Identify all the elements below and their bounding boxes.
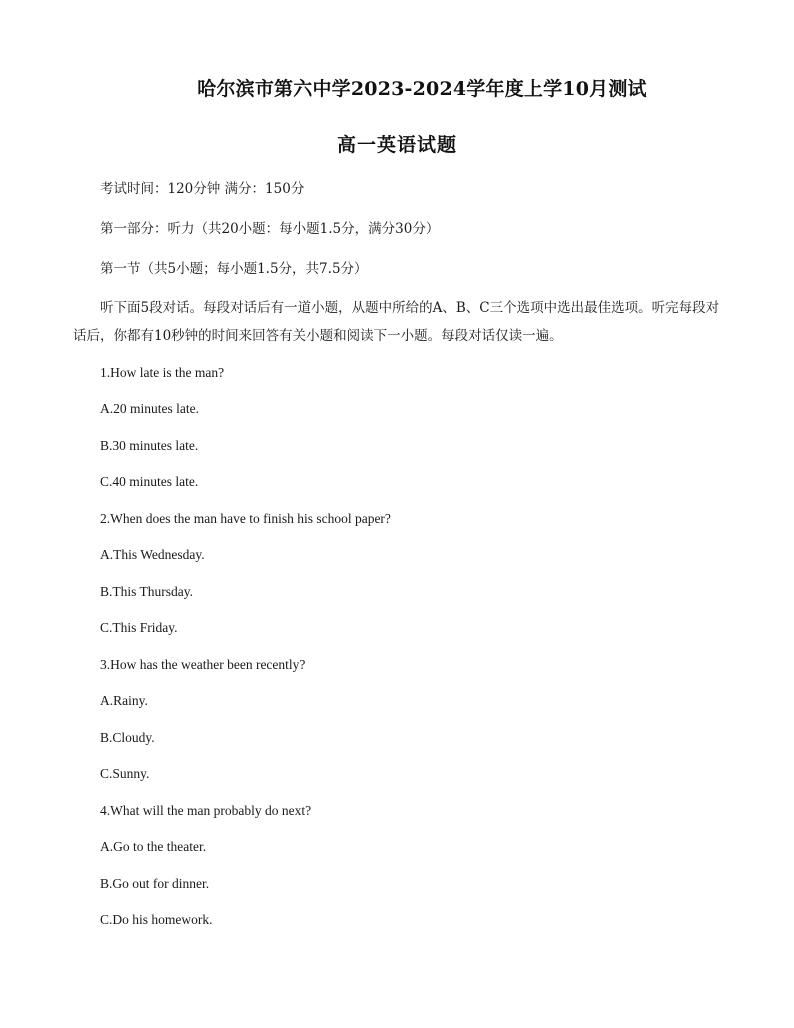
question-4-stem: 4.What will the man probably do next? (100, 803, 312, 818)
exam-title: 哈尔滨市第六中学2023-2024学年度上学10月测试 (197, 78, 647, 100)
question-1-option-c: C.40 minutes late. (100, 474, 199, 489)
question-3-option-b: B.Cloudy. (100, 730, 155, 745)
question-2-option-b: B.This Thursday. (100, 584, 193, 599)
question-3-stem: 3.How has the weather been recently? (100, 657, 306, 672)
question-4-option-a: A.Go to the theater. (100, 839, 207, 854)
question-3-option-c: C.Sunny. (100, 766, 150, 781)
question-2-stem: 2.When does the man have to finish his school paper? (100, 511, 391, 526)
question-1-option-a: A.20 minutes late. (100, 401, 199, 416)
question-1-stem: 1.How late is the man? (100, 365, 225, 380)
question-1-option-b: B.30 minutes late. (100, 438, 199, 453)
exam-info: 考试时间：120分钟 满分：150分 (100, 181, 305, 197)
question-2-option-a: A.This Wednesday. (100, 547, 205, 562)
question-3-option-a: A.Rainy. (100, 693, 148, 708)
part-one-heading: 第一部分：听力（共20小题：每小题1.5分，满分30分） (100, 221, 440, 237)
section-one-heading: 第一节（共5小题；每小题1.5分，共7.5分） (100, 261, 368, 277)
question-4-option-b: B.Go out for dinner. (100, 876, 210, 891)
exam-subtitle: 高一英语试题 (336, 134, 457, 156)
question-2-option-c: C.This Friday. (100, 620, 178, 635)
question-4-option-c: C.Do his homework. (100, 912, 213, 927)
listening-instructions: 听下面5段对话。每段对话后有一道小题，从题中所给的A、B、C三个选项中选出最佳选项。听完每段对话后，你都有10秒钟的时间来回答有关小题和阅读下一小题。每段对话仅读一遍。 (73, 300, 720, 344)
